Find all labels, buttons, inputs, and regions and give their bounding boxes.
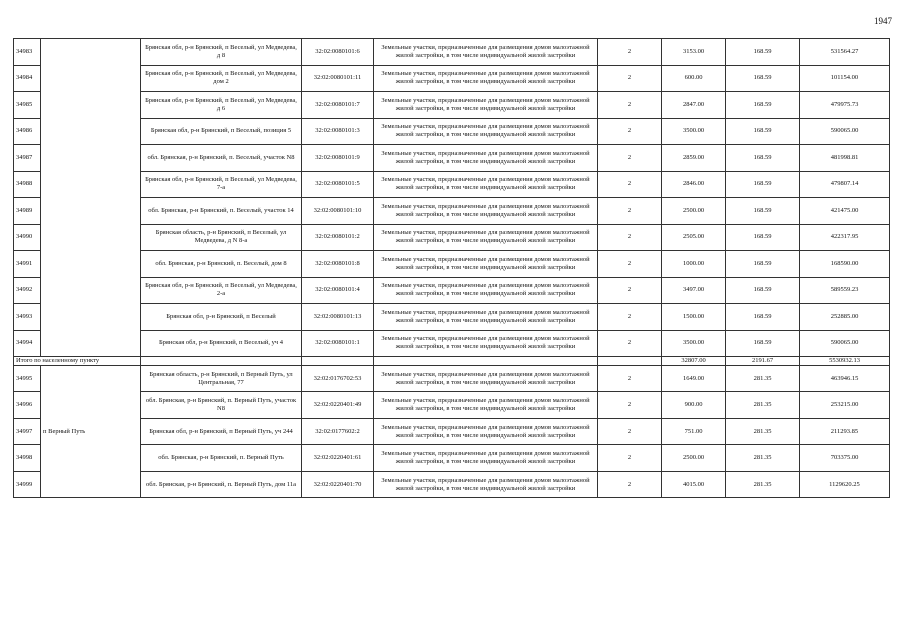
- table-row: [14, 392, 890, 419]
- subtotal-area: 32807.00: [662, 357, 726, 366]
- specific-value: 168.59: [726, 304, 800, 331]
- parcel-area: 1000.00: [662, 251, 726, 278]
- parcel-address: обл. Брянская, р-н Брянский, п. Верный Путь, участок N8: [141, 392, 302, 419]
- table-row: [14, 251, 890, 278]
- settlement-group-vesely: [14, 39, 890, 357]
- permitted-use: Земельные участки, предназначенные для размещения домов малоэтажной жилой застройки, в том числе индивидуальной жилой застройки: [374, 224, 598, 251]
- cadastral-number: 32:02:0080101:6: [302, 39, 374, 66]
- parcel-address: Брянская обл, р-н Брянский, п Веселый, позиция 5: [141, 118, 302, 145]
- cadastral-value: 703375.00: [800, 445, 890, 472]
- parcel-number: 34984: [14, 65, 41, 92]
- parcel-number: 34996: [14, 392, 41, 419]
- parcel-area: 751.00: [662, 418, 726, 445]
- parcel-area: 3153.00: [662, 39, 726, 66]
- specific-value: 168.59: [726, 92, 800, 119]
- cadastral-value: 463946.15: [800, 365, 890, 392]
- use-group: 2: [598, 330, 662, 357]
- parcel-address: Брянская обл, р-н Брянский, п Веселый: [141, 304, 302, 331]
- parcel-area: 3497.00: [662, 277, 726, 304]
- use-group: 2: [598, 471, 662, 498]
- specific-value: 281.35: [726, 365, 800, 392]
- cadastral-number: 32:02:0176702:53: [302, 365, 374, 392]
- parcel-number: 34988: [14, 171, 41, 198]
- specific-value: 168.59: [726, 251, 800, 278]
- subtotal-value: 5530932.13: [800, 357, 890, 366]
- use-group: 2: [598, 198, 662, 225]
- parcel-number: 34995: [14, 365, 41, 392]
- subtotal-row: [14, 357, 890, 366]
- table-row: [14, 39, 890, 66]
- parcel-number: 34987: [14, 145, 41, 172]
- permitted-use: Земельные участки, предназначенные для размещения домов малоэтажной жилой застройки, в том числе индивидуальной жилой застройки: [374, 418, 598, 445]
- table-row: [14, 365, 890, 392]
- permitted-use: Земельные участки, предназначенные для размещения домов малоэтажной жилой застройки, в том числе индивидуальной жилой застройки: [374, 39, 598, 66]
- parcel-address: Брянская область, р-н Брянский, п Веселый, ул Медведева, д N 8-а: [141, 224, 302, 251]
- permitted-use: Земельные участки, предназначенные для размещения домов малоэтажной жилой застройки, в том числе индивидуальной жилой застройки: [374, 304, 598, 331]
- parcel-address: Брянская обл, р-н Брянский, п Веселый, уч 4: [141, 330, 302, 357]
- parcel-number: 34994: [14, 330, 41, 357]
- parcel-number: 34993: [14, 304, 41, 331]
- cadastral-value: 479807.14: [800, 171, 890, 198]
- parcel-address: обл. Брянская, р-н Брянский, п. Веселый, участок N8: [141, 145, 302, 172]
- specific-value: 168.59: [726, 198, 800, 225]
- cadastral-value: 101154.00: [800, 65, 890, 92]
- settlement-name: [41, 39, 141, 357]
- table-row: [14, 471, 890, 498]
- permitted-use: Земельные участки, предназначенные для размещения домов малоэтажной жилой застройки, в том числе индивидуальной жилой застройки: [374, 445, 598, 472]
- permitted-use: Земельные участки, предназначенные для размещения домов малоэтажной жилой застройки, в том числе индивидуальной жилой застройки: [374, 277, 598, 304]
- cadastral-value: 252885.00: [800, 304, 890, 331]
- table-row: [14, 418, 890, 445]
- settlement-subtotal: [14, 357, 890, 366]
- subtotal-label: Итого по населенному пункту: [16, 357, 100, 364]
- specific-value: 168.59: [726, 330, 800, 357]
- use-group: 2: [598, 224, 662, 251]
- cadastral-number: 32:02:0080101:3: [302, 118, 374, 145]
- use-group: 2: [598, 445, 662, 472]
- permitted-use: Земельные участки, предназначенные для размещения домов малоэтажной жилой застройки, в том числе индивидуальной жилой застройки: [374, 65, 598, 92]
- settlement-group-verny-put: [14, 365, 890, 498]
- cadastral-value: 590065.00: [800, 118, 890, 145]
- parcel-area: 4015.00: [662, 471, 726, 498]
- parcel-area: 2847.00: [662, 92, 726, 119]
- parcel-number: 34991: [14, 251, 41, 278]
- parcel-address: обл. Брянская, р-н Брянский, п. Веселый, дом 8: [141, 251, 302, 278]
- use-group: 2: [598, 392, 662, 419]
- subtotal-rate: 2191.67: [726, 357, 800, 366]
- cadastral-number: 32:02:0080101:5: [302, 171, 374, 198]
- use-group: 2: [598, 171, 662, 198]
- cadastral-value: 531564.27: [800, 39, 890, 66]
- parcel-area: 2859.00: [662, 145, 726, 172]
- parcel-area: 3500.00: [662, 118, 726, 145]
- table-row: [14, 445, 890, 472]
- table-row: [14, 330, 890, 357]
- cadastral-value: 422317.95: [800, 224, 890, 251]
- table-row: [14, 304, 890, 331]
- table-row: [14, 145, 890, 172]
- parcel-address: обл. Брянская, р-н Брянский, п. Верный Путь: [141, 445, 302, 472]
- table-row: [14, 277, 890, 304]
- parcel-area: 3500.00: [662, 330, 726, 357]
- table-row: [14, 65, 890, 92]
- specific-value: 281.35: [726, 445, 800, 472]
- permitted-use: Земельные участки, предназначенные для размещения домов малоэтажной жилой застройки, в том числе индивидуальной жилой застройки: [374, 471, 598, 498]
- parcel-area: 2500.00: [662, 445, 726, 472]
- use-group: 2: [598, 251, 662, 278]
- cadastral-number: 32:02:0080101:2: [302, 224, 374, 251]
- parcel-address: Брянская обл, р-н Брянский, п Веселый, ул Медведева, 7-а: [141, 171, 302, 198]
- parcel-area: 2505.00: [662, 224, 726, 251]
- parcel-number: 34985: [14, 92, 41, 119]
- use-group: 2: [598, 365, 662, 392]
- permitted-use: Земельные участки, предназначенные для размещения домов малоэтажной жилой застройки, в том числе индивидуальной жилой застройки: [374, 118, 598, 145]
- parcel-area: 1649.00: [662, 365, 726, 392]
- cadastral-number: 32:02:0220401:70: [302, 471, 374, 498]
- specific-value: 168.59: [726, 277, 800, 304]
- specific-value: 281.35: [726, 418, 800, 445]
- parcel-address: Брянская обл, р-н Брянский, п Верный Путь, уч 244: [141, 418, 302, 445]
- use-group: 2: [598, 277, 662, 304]
- parcel-address: обл. Брянская, р-н Брянский, п. Верный Путь, дом 11а: [141, 471, 302, 498]
- parcel-number: 34997: [14, 418, 41, 445]
- use-group: 2: [598, 418, 662, 445]
- cadastral-value: 211293.85: [800, 418, 890, 445]
- cadastral-value: 590065.00: [800, 330, 890, 357]
- cadastral-value-table: [13, 38, 890, 498]
- cadastral-number: 32:02:0080101:10: [302, 198, 374, 225]
- parcel-number: 34983: [14, 39, 41, 66]
- table-row: [14, 171, 890, 198]
- cadastral-value: 253215.00: [800, 392, 890, 419]
- use-group: 2: [598, 118, 662, 145]
- parcel-area: 1500.00: [662, 304, 726, 331]
- cadastral-number: 32:02:0080101:8: [302, 251, 374, 278]
- cadastral-number: 32:02:0177602:2: [302, 418, 374, 445]
- cadastral-value: 479975.73: [800, 92, 890, 119]
- cadastral-number: 32:02:0080101:9: [302, 145, 374, 172]
- use-group: 2: [598, 145, 662, 172]
- specific-value: 281.35: [726, 471, 800, 498]
- parcel-number: 34989: [14, 198, 41, 225]
- parcel-address: Брянская обл, р-н Брянский, п Веселый, ул Медведева, дом 2: [141, 65, 302, 92]
- cadastral-number: 32:02:0080101:1: [302, 330, 374, 357]
- specific-value: 168.59: [726, 145, 800, 172]
- cadastral-value: 168590.00: [800, 251, 890, 278]
- parcel-address: обл. Брянская, р-н Брянский, п. Веселый, участок 14: [141, 198, 302, 225]
- permitted-use: Земельные участки, предназначенные для размещения домов малоэтажной жилой застройки, в том числе индивидуальной жилой застройки: [374, 330, 598, 357]
- table-row: [14, 224, 890, 251]
- cadastral-number: 32:02:0220401:49: [302, 392, 374, 419]
- use-group: 2: [598, 39, 662, 66]
- settlement-name: п Верный Путь: [41, 365, 141, 498]
- specific-value: 168.59: [726, 65, 800, 92]
- permitted-use: Земельные участки, предназначенные для размещения домов малоэтажной жилой застройки, в том числе индивидуальной жилой застройки: [374, 145, 598, 172]
- cadastral-number: 32:02:0220401:61: [302, 445, 374, 472]
- page-number: 1947: [874, 16, 892, 26]
- parcel-area: 600.00: [662, 65, 726, 92]
- specific-value: 168.59: [726, 118, 800, 145]
- table-row: [14, 118, 890, 145]
- use-group: 2: [598, 304, 662, 331]
- specific-value: 168.59: [726, 171, 800, 198]
- table-row: [14, 92, 890, 119]
- cadastral-value: 421475.00: [800, 198, 890, 225]
- cadastral-value: 481998.81: [800, 145, 890, 172]
- specific-value: 168.59: [726, 39, 800, 66]
- permitted-use: Земельные участки, предназначенные для размещения домов малоэтажной жилой застройки, в том числе индивидуальной жилой застройки: [374, 171, 598, 198]
- parcel-number: 34990: [14, 224, 41, 251]
- cadastral-number: 32:02:0080101:7: [302, 92, 374, 119]
- parcel-address: Брянская обл, р-н Брянский, п Веселый, ул Медведева, 2-а: [141, 277, 302, 304]
- cadastral-value: 1129620.25: [800, 471, 890, 498]
- cadastral-number: 32:02:0080101:4: [302, 277, 374, 304]
- permitted-use: Земельные участки, предназначенные для размещения домов малоэтажной жилой застройки, в том числе индивидуальной жилой застройки: [374, 365, 598, 392]
- cadastral-value: 589559.23: [800, 277, 890, 304]
- use-group: 2: [598, 92, 662, 119]
- cadastral-number: 32:02:0080101:11: [302, 65, 374, 92]
- parcel-number: 34992: [14, 277, 41, 304]
- parcel-number: 34998: [14, 445, 41, 472]
- specific-value: 281.35: [726, 392, 800, 419]
- specific-value: 168.59: [726, 224, 800, 251]
- parcel-number: 34986: [14, 118, 41, 145]
- parcel-area: 2846.00: [662, 171, 726, 198]
- parcel-address: Брянская обл, р-н Брянский, п Веселый, ул Медведева, д 6: [141, 92, 302, 119]
- permitted-use: Земельные участки, предназначенные для размещения домов малоэтажной жилой застройки, в том числе индивидуальной жилой застройки: [374, 92, 598, 119]
- parcel-area: 2500.00: [662, 198, 726, 225]
- parcel-number: 34999: [14, 471, 41, 498]
- table-row: [14, 198, 890, 225]
- permitted-use: Земельные участки, предназначенные для размещения домов малоэтажной жилой застройки, в том числе индивидуальной жилой застройки: [374, 251, 598, 278]
- cadastral-number: 32:02:0080101:13: [302, 304, 374, 331]
- parcel-address: Брянская область, р-н Брянский, п Верный Путь, ул Центральная, 77: [141, 365, 302, 392]
- parcel-area: 900.00: [662, 392, 726, 419]
- permitted-use: Земельные участки, предназначенные для размещения домов малоэтажной жилой застройки, в том числе индивидуальной жилой застройки: [374, 392, 598, 419]
- use-group: 2: [598, 65, 662, 92]
- parcel-address: Брянская обл, р-н Брянский, п Веселый, ул Медведева, д 8: [141, 39, 302, 66]
- permitted-use: Земельные участки, предназначенные для размещения домов малоэтажной жилой застройки, в том числе индивидуальной жилой застройки: [374, 198, 598, 225]
